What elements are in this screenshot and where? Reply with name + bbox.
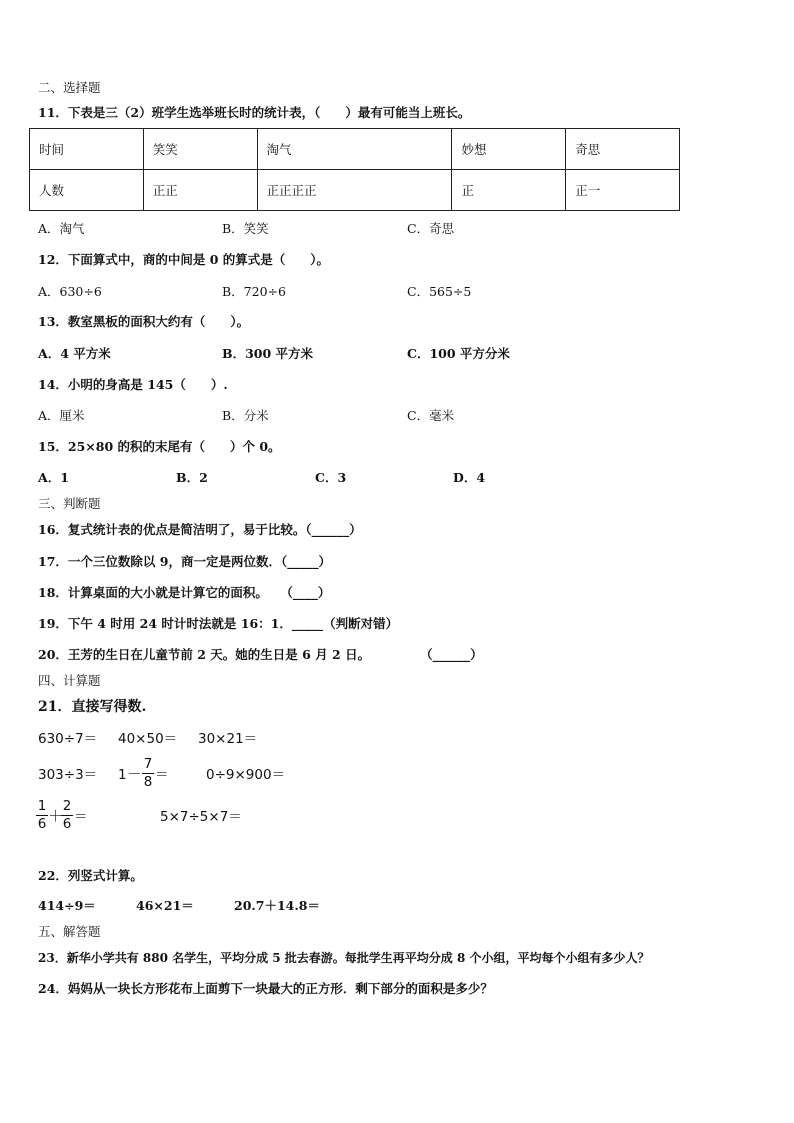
q12-option-a[interactable]: A．630÷6 [38,284,102,299]
q22-expr-1: 414÷9＝ [38,898,96,913]
table-row [30,129,680,170]
question-16: 16．复式统计表的优点是简洁明了，易于比较。（______） [38,522,362,537]
question-11-stem: 11．下表是三（2）班学生选举班长时的统计表，（ ）最有可能当上班长。 [38,105,471,120]
minus-sign: － [127,765,143,783]
question-18: 18．计算桌面的大小就是计算它的面积。 （____） [38,585,331,600]
fraction-numerator: 7 [143,756,153,772]
table-cell: 淘气 [257,129,452,170]
fraction-numerator: 1 [37,798,47,814]
equals-sign: ＝ [74,809,88,825]
vote-tally-table [29,128,680,211]
q13-option-b[interactable]: B．300 平方米 [222,346,314,361]
question-19: 19．下午 4 时用 24 时计时法就是 16：1．_____（判断对错） [38,616,399,631]
question-12-stem: 12．下面算式中，商的中间是 0 的算式是（ ）。 [38,252,330,267]
table-cell: 奇思 [566,129,680,170]
fraction-numerator: 2 [62,798,72,814]
table-cell: 人数 [30,170,144,211]
q11-option-b[interactable]: B．笑笑 [222,221,269,236]
q21-fraction-2 [61,799,73,832]
section-solution-heading: 五、解答题 [38,924,101,939]
q22-expr-2: 46×21＝ [136,898,194,913]
q14-option-c[interactable]: C．毫米 [407,408,455,423]
fraction-denominator: 6 [37,816,47,832]
q21-expr-4: 303÷3＝ [38,767,98,783]
question-20: 20．王芳的生日在儿童节前 2 天。她的生日是 6 月 2 日。 （______） [38,647,483,662]
table-cell: 正一 [566,170,680,211]
q11-option-c[interactable]: C．奇思 [407,221,455,236]
question-17: 17．一个三位数除以 9，商一定是两位数．（_____） [38,554,331,569]
q15-option-c[interactable]: C．3 [315,470,347,485]
q12-option-b[interactable]: B．720÷6 [222,284,286,299]
q12-option-c[interactable]: C．565÷5 [407,284,472,299]
q21-expr-6: 0÷9×900＝ [206,767,286,783]
q13-option-a[interactable]: A．4 平方米 [38,346,111,361]
table-cell: 正 [452,170,566,211]
q21-mixed-whole: 1 [118,767,127,783]
q21-expr-8: 5×7÷5×7＝ [160,809,242,825]
question-24: 24．妈妈从一块长方形花布上面剪下一块最大的正方形．剩下部分的面积是多少？ [38,981,493,996]
section-calculation-heading: 四、计算题 [38,673,101,688]
table-cell: 妙想 [452,129,566,170]
q15-option-a[interactable]: A．1 [38,470,69,485]
q21-expr-1: 630÷7＝ [38,731,98,747]
table-cell: 笑笑 [143,129,257,170]
q21-fraction [142,757,154,790]
question-22-stem: 22．列竖式计算。 [38,868,143,883]
section-judgement-heading: 三、判断题 [38,496,101,511]
q14-option-a[interactable]: A．厘米 [38,408,85,423]
table-row [30,170,680,211]
table-cell: 时间 [30,129,144,170]
section-choice-heading: 二、选择题 [38,80,101,95]
plus-sign: ＋ [48,807,64,825]
q11-option-a[interactable]: A．淘气 [38,221,85,236]
question-14-stem: 14．小明的身高是 145（ ）. [38,377,228,392]
table-cell: 正正 [143,170,257,211]
q21-expr-2: 40×50＝ [118,731,178,747]
q13-option-c[interactable]: C．100 平方分米 [407,346,510,361]
q21-expr-3: 30×21＝ [198,731,258,747]
q15-option-b[interactable]: B．2 [176,470,208,485]
question-21-stem: 21．直接写得数. [38,699,147,715]
q21-fraction-1 [36,799,48,832]
question-15-stem: 15．25×80 的积的末尾有（ ）个 0。 [38,439,281,454]
q15-option-d[interactable]: D．4 [453,470,486,485]
fraction-denominator: 6 [62,816,72,832]
fraction-denominator: 8 [143,774,153,790]
q14-option-b[interactable]: B．分米 [222,408,269,423]
equals-sign: ＝ [155,767,169,783]
question-23: 23．新华小学共有 880 名学生，平均分成 5 批去春游。每批学生再平均分成 8 个小组，平均每个小组有多少人？ [38,951,650,965]
question-13-stem: 13．教室黑板的面积大约有（ ）。 [38,314,250,329]
table-cell: 正正正正 [257,170,452,211]
q22-expr-3: 20.7＋14.8＝ [234,898,320,913]
